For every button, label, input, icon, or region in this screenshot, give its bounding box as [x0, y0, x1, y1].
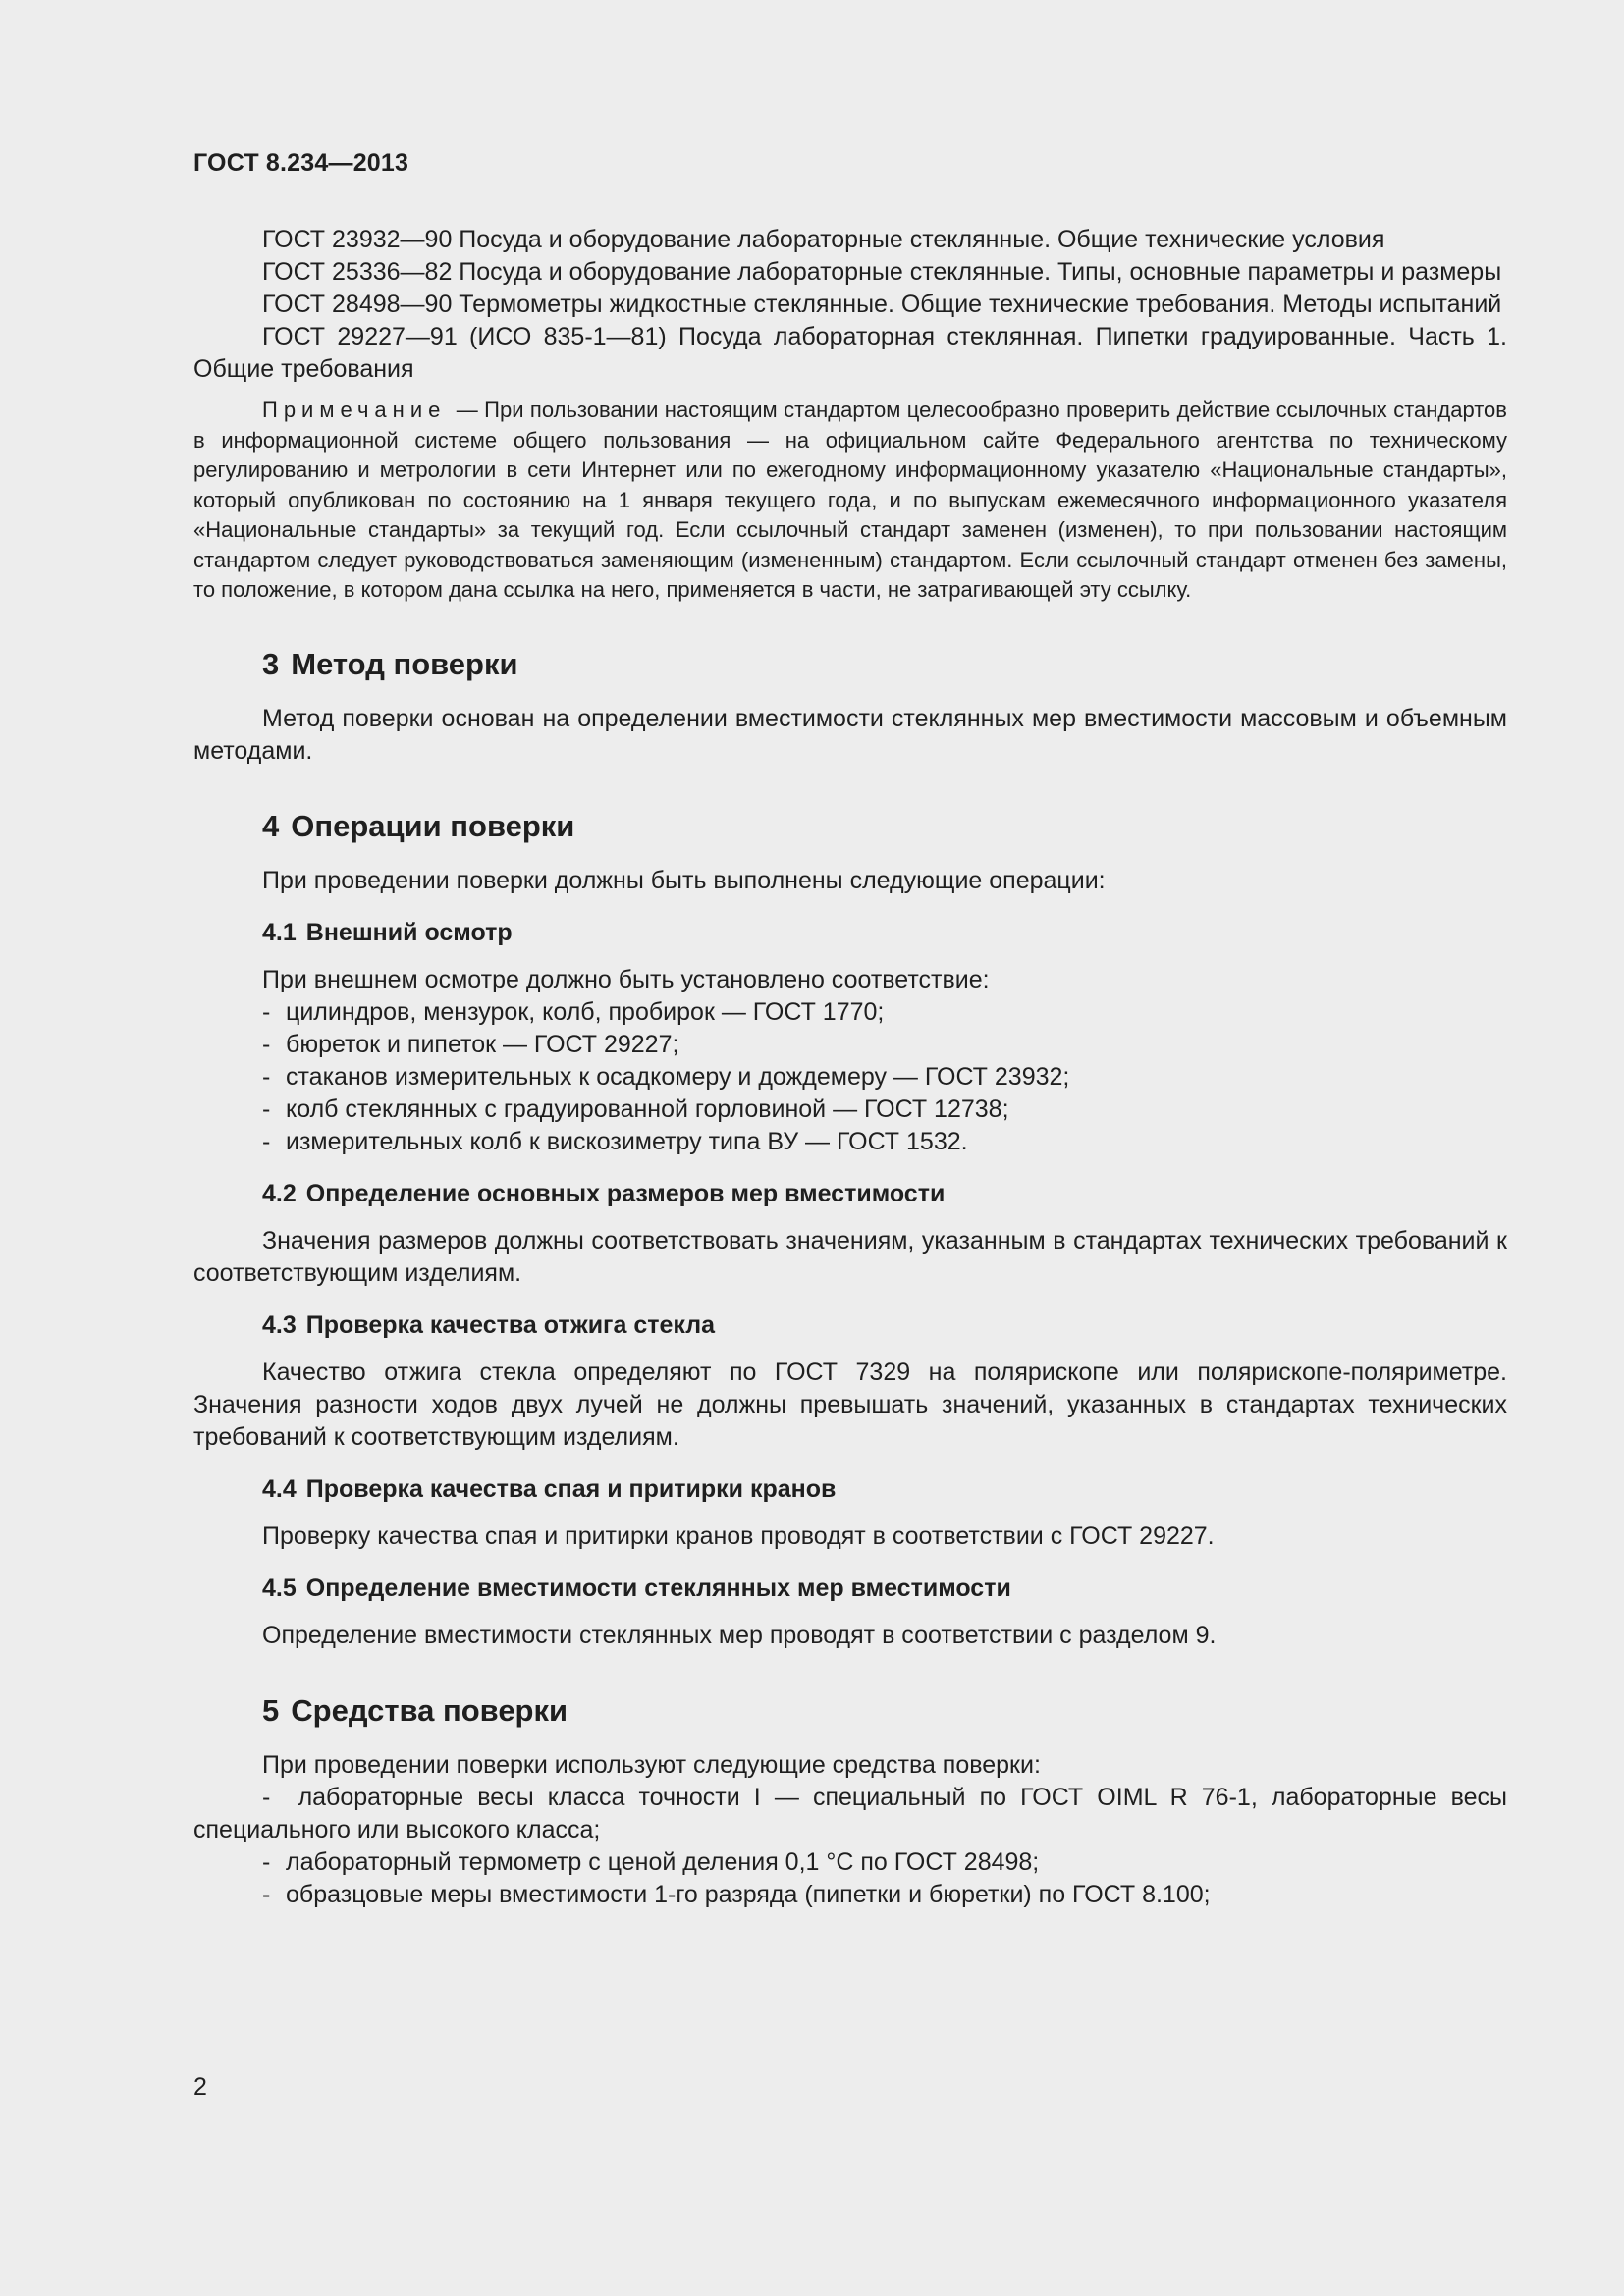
page-number: 2 [193, 2073, 207, 2101]
subsection-4-1-title: Внешний осмотр [305, 918, 513, 946]
section-5-title: Средства поверки [291, 1692, 568, 1728]
subsection-4-5-title: Определение вместимости стеклянных мер вместимости [305, 1574, 1011, 1602]
references-list [193, 224, 1507, 386]
list-item: - лабораторные весы класса точности I — специальный по ГОСТ OIML R 76-1, лабораторные весы специального или высокого класса; [193, 1783, 1507, 1843]
list-item: - стаканов измерительных к осадкомеру и дождемеру — ГОСТ 23932; [262, 1062, 1070, 1091]
list-item: - лабораторный термометр с ценой деления 0,1 °С по ГОСТ 28498; [262, 1847, 1040, 1876]
note-label: Примечание [262, 398, 447, 422]
reference-item: ГОСТ 23932—90 Посуда и оборудование лабораторные стеклянные. Общие технические условия [262, 226, 1385, 253]
list-item: - колб стеклянных с градуированной горловиной — ГОСТ 12738; [262, 1095, 1009, 1123]
list-item: - цилиндров, мензурок, колб, пробирок — ГОСТ 1770; [262, 997, 885, 1026]
subsection-4-4-text: Проверку качества спая и притирки кранов проводят в соответствии с ГОСТ 29227. [262, 1522, 1215, 1550]
list-item: - измерительных колб к вискозиметру типа ВУ — ГОСТ 1532. [262, 1127, 968, 1155]
subsection-4-3-title: Проверка качества отжига стекла [305, 1310, 715, 1339]
reference-item: ГОСТ 28498—90 Термометры жидкостные стеклянные. Общие технические требования. Методы испытаний [262, 291, 1502, 318]
section-4-intro: При проведении поверки должны быть выполнены следующие операции: [262, 866, 1106, 894]
list-item: - бюреток и пипеток — ГОСТ 29227; [262, 1030, 679, 1058]
subsection-4-1-number: 4.1 [262, 918, 297, 946]
inspection-list [193, 996, 1507, 1158]
subsection-4-5-heading [193, 1575, 1507, 1603]
subsection-4-5-text: Определение вместимости стеклянных мер проводят в соответствии с разделом 9. [262, 1621, 1217, 1649]
section-4-heading [193, 809, 1507, 844]
subsection-4-1-intro: При внешнем осмотре должно быть установлено соответствие: [262, 965, 990, 993]
section-4-number: 4 [262, 808, 280, 843]
section-5-heading [193, 1693, 1507, 1729]
section-4-title: Операции поверки [291, 808, 575, 843]
subsection-4-2-number: 4.2 [262, 1179, 297, 1207]
section-3-text: Метод поверки основан на определении вместимости стеклянных мер вместимости массовым и объемным методами. [193, 704, 1507, 765]
subsection-4-2-text: Значения размеров должны соответствовать значениям, указанным в стандартах технических требований к соответствующим изделиям. [193, 1226, 1507, 1287]
section-3-heading [193, 647, 1507, 682]
subsection-4-1-heading [193, 919, 1507, 947]
section-5-number: 5 [262, 1692, 280, 1728]
page-content [193, 224, 1507, 1911]
note-text: — При пользовании настоящим стандартом целесообразно проверить действие ссылочных стандартов в информационной системе общего пользования — на официальном сайте Федерального агентства по техническому регулированию и метрологии в сети Интернет или по ежегодному информационному указателю «Национальные стандарты», который опубликован по состоянию на 1 января текущего года, и по выпускам ежемесячного информационного указателя «Национальные стандарты» за текущий год. Если ссылочный стандарт заменен (изменен), то при пользовании настоящим стандартом следует руководствоваться заменяющим (измененным) стандартом. Если ссылочный стандарт отменен без замены, то положение, в котором дана ссылка на него, применяется в части, не затрагивающей эту ссылку. [193, 398, 1507, 602]
section-5-intro: При проведении поверки используют следующие средства поверки: [262, 1750, 1041, 1779]
reference-item: ГОСТ 25336—82 Посуда и оборудование лабораторные стеклянные. Типы, основные параметры и размеры [262, 258, 1502, 286]
subsection-4-2-title: Определение основных размеров мер вместимости [305, 1179, 946, 1207]
reference-item: ГОСТ 29227—91 (ИСО 835-1—81) Посуда лабораторная стеклянная. Пипетки градуированные. Часть 1. Общие требования [193, 323, 1507, 383]
subsection-4-5-number: 4.5 [262, 1574, 297, 1602]
document-header: ГОСТ 8.234—2013 [193, 149, 409, 177]
list-item: - образцовые меры вместимости 1-го разряда (пипетки и бюретки) по ГОСТ 8.100; [262, 1880, 1211, 1908]
subsection-4-3-heading [193, 1311, 1507, 1340]
note [193, 396, 1507, 606]
subsection-4-3-text: Качество отжига стекла определяют по ГОСТ 7329 на полярископе или полярископе-поляриметре. Значения разности ходов двух лучей не должны превышать значений, указанных в стандартах технических требований к соответствующим изделиям. [193, 1358, 1507, 1451]
subsection-4-4-title: Проверка качества спая и притирки кранов [305, 1474, 837, 1503]
equipment-list [193, 1782, 1507, 1911]
subsection-4-4-heading [193, 1475, 1507, 1504]
section-3-title: Метод поверки [291, 646, 518, 681]
subsection-4-3-number: 4.3 [262, 1310, 297, 1339]
subsection-4-2-heading [193, 1180, 1507, 1208]
section-3-number: 3 [262, 646, 280, 681]
subsection-4-4-number: 4.4 [262, 1474, 297, 1503]
